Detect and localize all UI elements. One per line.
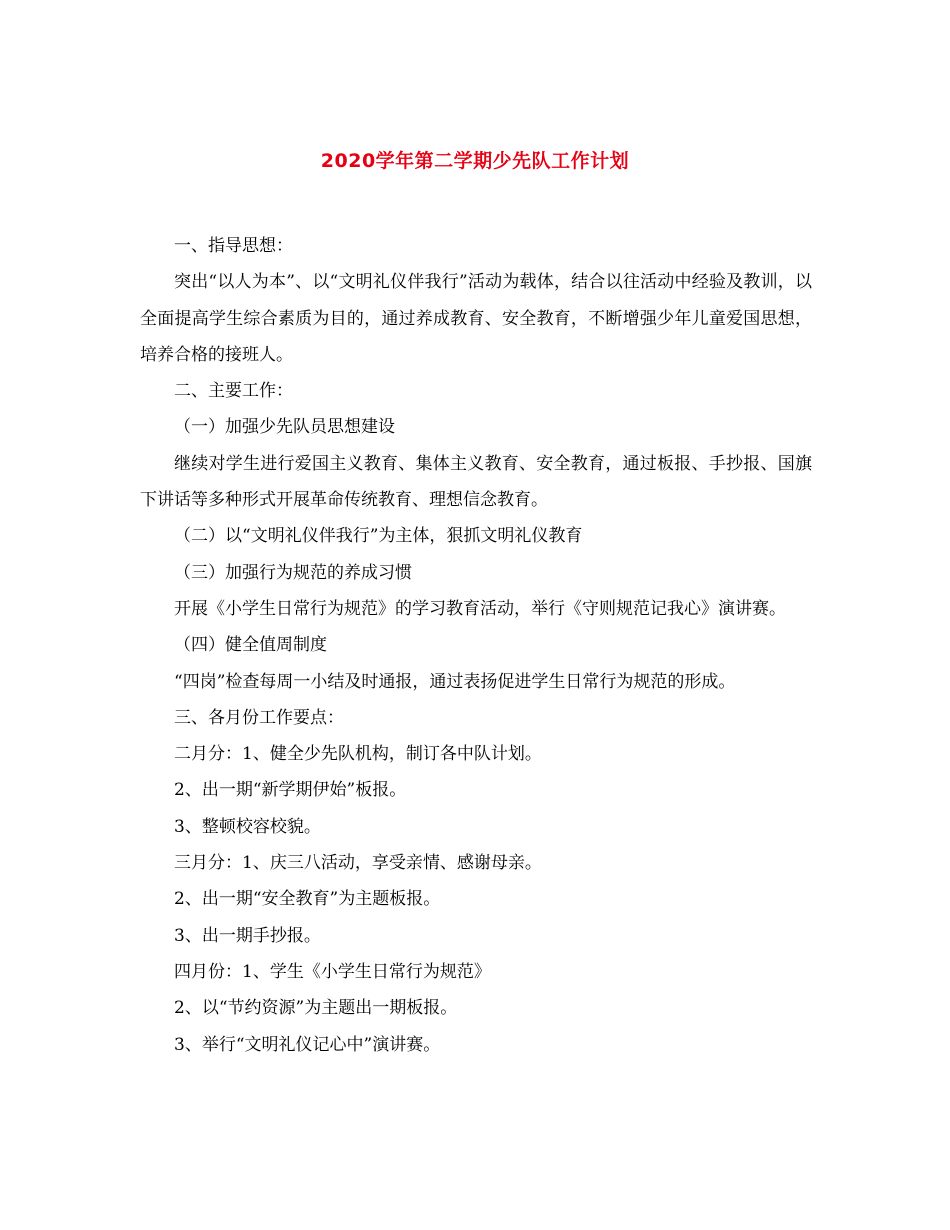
section-heading-main-work: 二、主要工作：	[174, 381, 293, 402]
paragraph-4: “四岗”检查每周一小结及时通报，通过表扬促进学生日常行为规范的形成。	[174, 671, 736, 692]
list-item: 3、出一期手抄报。	[174, 925, 321, 946]
list-item: 3、整顿校容校貌。	[174, 816, 321, 837]
list-item: 四月份：1、学生《小学生日常行为规范》	[174, 961, 491, 982]
document-body	[140, 228, 812, 1063]
subheading-3: （三）加强行为规范的养成习惯	[174, 562, 412, 583]
paragraph-3: 开展《小学生日常行为规范》的学习教育活动，举行《守则规范记我心》演讲赛。	[174, 598, 786, 619]
document-title: 2020学年第二学期少先队工作计划	[320, 150, 630, 172]
list-item: 2、以“节约资源”为主题出一期板报。	[174, 998, 458, 1019]
subheading-4: （四）健全值周制度	[174, 635, 327, 656]
list-item: 二月分：1、健全少先队机构，制订各中队计划。	[174, 744, 542, 765]
paragraph-guiding-ideology: 突出“以人为本”、以“文明礼仪伴我行”活动为载体，结合以往活动中经验及教训，以全面提高学生综合素质为目的，通过养成教育、安全教育，不断增强少年儿童爱国思想，培养合格的接班人。	[140, 272, 812, 365]
list-item: 2、出一期“安全教育”为主题板报。	[174, 889, 441, 910]
subheading-1: （一）加强少先队员思想建设	[174, 417, 395, 438]
section-heading-monthly: 三、各月份工作要点：	[174, 707, 344, 728]
subheading-2: （二）以“文明礼仪伴我行”为主体，狠抓文明礼仪教育	[174, 526, 583, 547]
section-heading-guiding-ideology: 一、指导思想：	[174, 236, 293, 256]
list-item: 2、出一期“新学期伊始”板报。	[174, 780, 407, 801]
list-item: 3、举行“文明礼仪记心中”演讲赛。	[174, 1034, 441, 1055]
list-item: 三月分：1、庆三八活动，享受亲情、感谢母亲。	[174, 853, 542, 874]
paragraph-1: 继续对学生进行爱国主义教育、集体主义教育、安全教育，通过板报、手抄报、国旗下讲话等多种形式开展革命传统教育、理想信念教育。	[140, 453, 812, 511]
